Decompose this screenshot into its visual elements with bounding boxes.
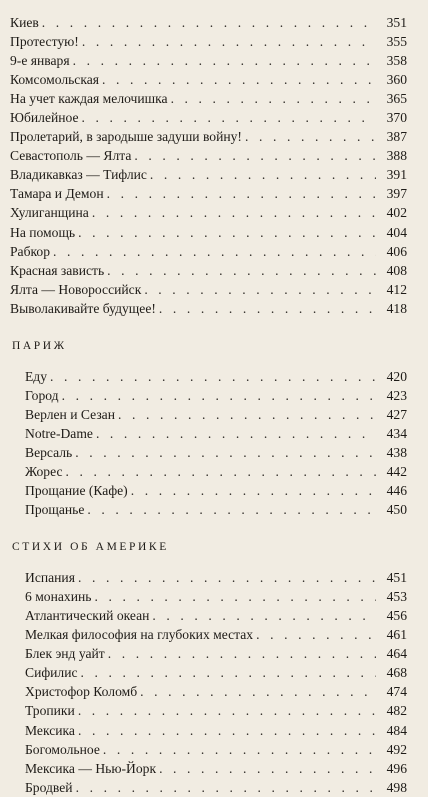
toc-entry-title: Ялта — Новороссийск <box>10 281 142 297</box>
toc-entry <box>0 759 428 778</box>
toc-entry-title: Бродвей <box>25 779 73 795</box>
leader-dots <box>102 70 376 89</box>
toc-entry-title: Прощание (Кафе) <box>25 483 128 499</box>
leader-dots <box>159 299 376 318</box>
toc-entry-title: Прощанье <box>25 502 85 518</box>
toc-entry <box>0 242 428 261</box>
toc-entry-title: На помощь <box>10 224 76 240</box>
toc-entry <box>0 261 428 280</box>
leader-dots <box>245 127 376 146</box>
toc-entry <box>0 682 428 701</box>
toc-entry-title: Верлен и Сезан <box>25 406 115 422</box>
toc-entry <box>0 184 428 203</box>
toc-entry <box>0 280 428 299</box>
toc-entry <box>0 367 428 386</box>
leader-dots <box>82 32 376 51</box>
toc-entry-title: На учет каждая мелочишка <box>10 91 168 107</box>
toc-list-america <box>0 568 428 797</box>
leader-dots <box>94 587 376 606</box>
leader-dots <box>108 644 376 663</box>
leader-dots <box>103 740 376 759</box>
toc-entry-page: 365 <box>386 91 407 107</box>
leader-dots <box>78 568 376 587</box>
toc-entry <box>0 568 428 587</box>
leader-dots <box>96 424 376 443</box>
section-heading-america: СТИХИ ОБ АМЕРИКЕ <box>12 541 169 554</box>
toc-entry-title: Блек энд уайт <box>25 646 105 662</box>
toc-entry-page: 434 <box>386 425 407 441</box>
toc-entry-page: 391 <box>386 167 407 183</box>
toc-entry-page: 451 <box>386 570 407 586</box>
leader-dots <box>78 721 376 740</box>
toc-entry <box>0 223 428 242</box>
toc-entry-page: 453 <box>386 589 407 605</box>
toc-entry <box>0 108 428 127</box>
toc-entry <box>0 89 428 108</box>
toc-entry-page: 492 <box>386 741 407 757</box>
toc-list-top <box>0 13 428 318</box>
toc-entry-page: 427 <box>386 406 407 422</box>
toc-entry <box>0 663 428 682</box>
leader-dots <box>256 625 376 644</box>
leader-dots <box>62 386 376 405</box>
toc-entry-title: Версаль <box>25 444 73 460</box>
leader-dots <box>53 242 376 261</box>
toc-entry-title: Тропики <box>25 703 75 719</box>
toc-entry-page: 498 <box>386 779 407 795</box>
leader-dots <box>118 405 376 424</box>
toc-entry-page: 358 <box>386 53 407 69</box>
leader-dots <box>78 223 376 242</box>
toc-entry <box>0 203 428 222</box>
leader-dots <box>152 606 376 625</box>
toc-entry-title: Выволакивайте будущее! <box>10 300 156 316</box>
toc-entry-title: Христофор Коломб <box>25 684 138 700</box>
toc-entry-title: Город <box>25 387 59 403</box>
leader-dots <box>92 203 376 222</box>
toc-entry <box>0 165 428 184</box>
toc-entry-title: Испания <box>25 570 75 586</box>
toc-entry-title: 6 монахинь <box>25 589 92 605</box>
leader-dots <box>66 462 377 481</box>
leader-dots <box>171 89 376 108</box>
toc-entry-page: 484 <box>386 722 407 738</box>
toc-entry-title: Пролетарий, в зародыше задуши войну! <box>10 129 242 145</box>
toc-entry-title: Жорес <box>25 463 63 479</box>
toc-entry-title: Сифилис <box>25 665 78 681</box>
toc-entry-page: 423 <box>386 387 407 403</box>
toc-entry-page: 370 <box>386 110 407 126</box>
toc-entry <box>0 299 428 318</box>
toc-entry-page: 412 <box>386 281 407 297</box>
toc-entry-title: Киев <box>10 15 39 30</box>
leader-dots <box>87 500 376 519</box>
toc-entry-title: Мексика <box>25 722 75 738</box>
toc-entry-page: 397 <box>386 186 407 202</box>
toc-entry-page: 387 <box>386 129 407 145</box>
toc-entry <box>0 51 428 70</box>
toc-entry <box>0 70 428 89</box>
toc-list-paris <box>0 367 428 519</box>
toc-entry-page: 418 <box>386 300 407 316</box>
toc-entry <box>0 500 428 519</box>
toc-entry-page: 404 <box>386 224 407 240</box>
leader-dots <box>131 481 376 500</box>
leader-dots <box>50 367 376 386</box>
toc-entry-page: 468 <box>386 665 407 681</box>
toc-entry-page: 355 <box>386 34 407 50</box>
toc-entry <box>0 721 428 740</box>
toc-entry-page: 388 <box>386 148 407 164</box>
toc-entry-page: 482 <box>386 703 407 719</box>
toc-entry <box>0 424 428 443</box>
toc-entry-title: Юбилейное <box>10 110 79 126</box>
leader-dots <box>107 184 376 203</box>
toc-entry-title: Мексика — Нью-Йорк <box>25 760 157 776</box>
leader-dots <box>75 443 376 462</box>
leader-dots <box>76 778 376 797</box>
section-heading-paris: ПАРИЖ <box>12 339 67 352</box>
toc-entry-page: 464 <box>386 646 407 662</box>
toc-entry-title: Тамара и Демон <box>10 186 104 202</box>
leader-dots <box>81 663 376 682</box>
toc-entry-page: 420 <box>386 368 407 384</box>
toc-entry-page: 442 <box>386 463 407 479</box>
toc-entry-page: 351 <box>386 15 407 30</box>
leader-dots <box>134 146 376 165</box>
leader-dots <box>78 701 376 720</box>
toc-entry <box>0 778 428 797</box>
toc-entry-title: Красная зависть <box>10 262 105 278</box>
toc-entry <box>0 587 428 606</box>
toc-entry <box>0 32 428 51</box>
leader-dots <box>144 280 376 299</box>
toc-entry <box>0 701 428 720</box>
toc-entry-title: Хулиганщина <box>10 205 89 221</box>
toc-entry-page: 474 <box>386 684 407 700</box>
toc-entry-page: 461 <box>386 627 407 643</box>
toc-entry-title: Владикавказ — Тифлис <box>10 167 147 183</box>
toc-entry-title: Протестую! <box>10 34 79 50</box>
toc-entry <box>0 606 428 625</box>
toc-entry-page: 438 <box>386 444 407 460</box>
toc-entry <box>0 13 428 32</box>
toc-entry <box>0 386 428 405</box>
leader-dots <box>73 51 376 70</box>
toc-entry <box>0 625 428 644</box>
toc-entry <box>0 127 428 146</box>
leader-dots <box>82 108 376 127</box>
toc-entry-title: Еду <box>25 368 48 384</box>
toc-entry-title: Мелкая философия на глубоких местах <box>25 627 254 643</box>
toc-entry <box>0 481 428 500</box>
toc-entry-title: Богомольное <box>25 741 100 757</box>
toc-entry-title: Комсомольская <box>10 72 100 88</box>
leader-dots <box>42 13 376 32</box>
leader-dots <box>159 759 376 778</box>
toc-entry-page: 450 <box>386 502 407 518</box>
toc-entry-page: 402 <box>386 205 407 221</box>
toc-entry-title: 9-е января <box>10 53 70 69</box>
toc-entry <box>0 443 428 462</box>
toc-entry-page: 456 <box>386 608 407 624</box>
leader-dots <box>150 165 376 184</box>
leader-dots <box>140 682 376 701</box>
toc-entry-page: 496 <box>386 760 407 776</box>
toc-entry <box>0 405 428 424</box>
toc-entry-title: Рабкор <box>10 243 51 259</box>
toc-entry-title: Севастополь — Ялта <box>10 148 132 164</box>
toc-entry <box>0 644 428 663</box>
toc-entry-title: Атлантический океан <box>25 608 150 624</box>
toc-entry <box>0 146 428 165</box>
toc-entry <box>0 740 428 759</box>
leader-dots <box>107 261 376 280</box>
toc-entry <box>0 462 428 481</box>
toc-entry-title: Notre-Dame <box>25 425 93 441</box>
toc-entry-page: 408 <box>386 262 407 278</box>
toc-entry-page: 446 <box>386 483 407 499</box>
toc-entry-page: 360 <box>386 72 407 88</box>
toc-entry-page: 406 <box>386 243 407 259</box>
